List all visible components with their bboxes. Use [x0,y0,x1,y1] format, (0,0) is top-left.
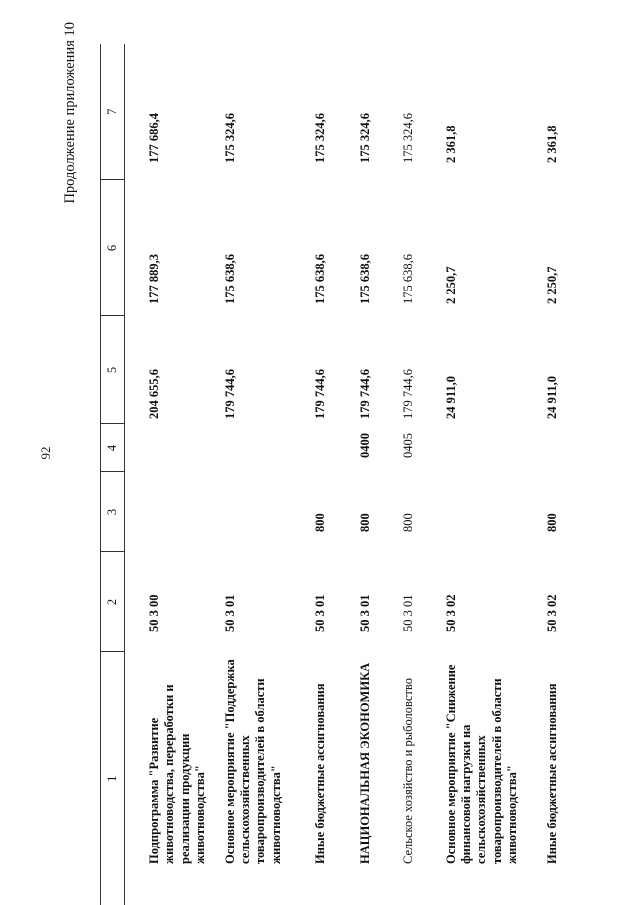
table-row [211,44,300,905]
row-name: Сельское хозяйство и рыболовство [400,678,415,864]
expense-type: 800 [400,513,415,532]
row-name: Основное мероприятие "Снижение финансовой нагрузки на сельскохозяйственных товаропроизводителей в области животноводства" [443,664,520,864]
amount-col-6: 175 638,6 [400,254,415,304]
expense-type: 800 [312,513,327,532]
table-row [388,44,431,905]
row-name: НАЦИОНАЛЬНАЯ ЭКОНОМИКА [357,662,372,864]
amount-col-5: 179 744,6 [312,369,327,419]
amount-col-6: 175 638,6 [312,254,327,304]
expense-type: 800 [544,513,559,532]
column-header-3: 3 [101,472,125,552]
table-row [533,44,573,905]
section-code [533,424,573,472]
amount-col-5: 179 744,6 [357,369,372,419]
column-header-6: 6 [101,180,125,316]
expense-type [211,472,300,552]
amount-col-5: 179 744,6 [222,369,237,419]
amount-col-5: 24 911,0 [443,375,458,419]
amount-col-5: 24 911,0 [544,375,559,419]
section-code: 0400 [357,433,372,458]
section-code [211,424,300,472]
row-name: Основное мероприятие "Поддержка сельскохозяйственных товаропроизводителей в области животноводства" [222,659,283,864]
row-name: Иные бюджетные ассигнования [312,683,327,864]
target-article-code: 50 3 02 [443,594,458,632]
amount-col-7: 2 361,8 [544,125,559,163]
column-number-row [101,44,125,905]
amount-col-5: 204 655,6 [147,369,161,419]
table-row [344,44,388,905]
column-header-7: 7 [101,44,125,180]
amount-col-6: 2 250,7 [443,266,458,304]
section-code [431,424,533,472]
expense-type [431,472,533,552]
amount-col-7: 175 324,6 [357,113,372,163]
table-row [431,44,533,905]
amount-col-7: 175 324,6 [312,113,327,163]
expense-type: 800 [357,513,372,532]
target-article-code: 50 3 00 [147,594,161,632]
row-name: Подпрограмма "Развитие животноводства, переработки и реализации продукции животноводства" [147,684,208,864]
amount-col-5: 179 744,6 [400,369,415,419]
amount-col-7: 2 361,8 [443,125,458,163]
target-article-code: 50 3 01 [357,594,372,632]
page-number: 92 [38,446,53,460]
column-header-4: 4 [101,424,125,472]
section-code [300,424,344,472]
table-row [125,44,211,905]
column-header-1: 1 [101,652,125,905]
expense-type [125,472,211,552]
appendix-heading: Продолжение приложения 10 [62,22,78,204]
target-article-code: 50 3 01 [400,594,415,632]
row-name: Иные бюджетные ассигнования [544,683,559,864]
amount-col-7: 175 324,6 [222,113,237,163]
target-article-code: 50 3 02 [544,594,559,632]
amount-col-6: 177 889,3 [147,254,161,304]
column-header-2: 2 [101,552,125,652]
amount-col-7: 177 686,4 [147,113,161,163]
amount-col-7: 175 324,6 [400,113,415,163]
column-header-5: 5 [101,316,125,424]
target-article-code: 50 3 01 [222,594,237,632]
amount-col-6: 175 638,6 [357,254,372,304]
budget-table [100,44,573,905]
section-code [125,424,211,472]
target-article-code: 50 3 01 [312,594,327,632]
amount-col-6: 2 250,7 [544,266,559,304]
amount-col-6: 175 638,6 [222,254,237,304]
table-row [300,44,344,905]
section-code: 0405 [400,433,415,458]
